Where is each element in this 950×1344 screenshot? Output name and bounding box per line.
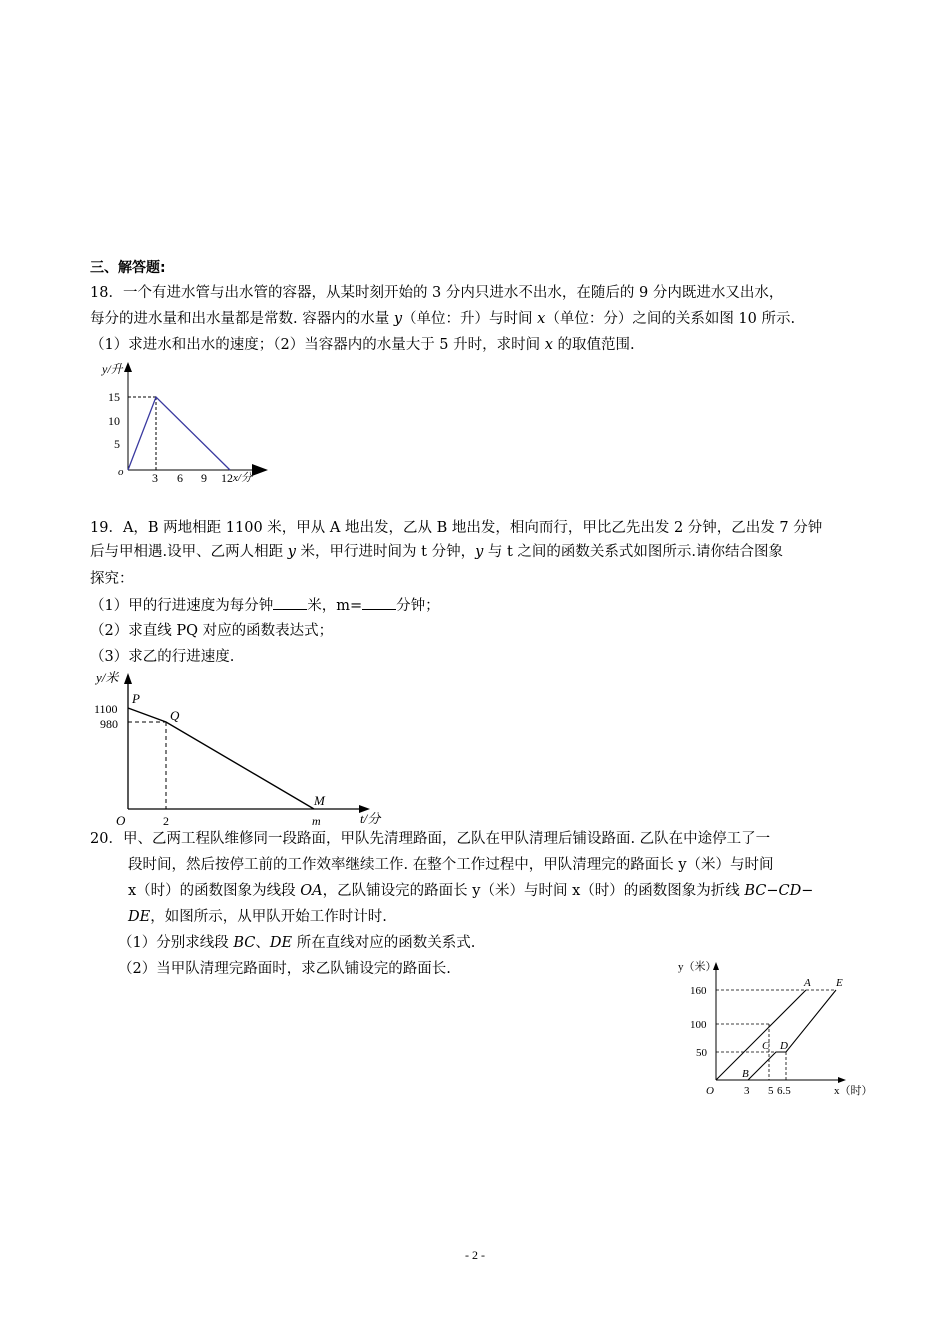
- q19-part1-text-c: 分钟；: [396, 598, 440, 614]
- q19-point-p: P: [132, 691, 140, 706]
- q18-ytick-15: 15: [108, 390, 120, 404]
- q18-line2-text-b: （单位：升）与时间: [402, 311, 538, 327]
- q19-line2-text-a: 后与甲相遇.设甲、乙两人相距: [90, 544, 288, 560]
- q19-y-label: y/米: [96, 670, 119, 685]
- q18-ytick-5: 5: [114, 437, 120, 451]
- q20-xtick-3: 3: [744, 1085, 750, 1097]
- q19-point-q: Q: [170, 708, 180, 723]
- q18-ytick-10: 10: [108, 414, 120, 428]
- q19-line3: 探究：: [90, 571, 134, 587]
- q18-graph-line: [128, 397, 230, 470]
- q20-point-e: E: [836, 977, 843, 989]
- q18-xtick-3: 3: [152, 471, 158, 485]
- q19-ytick-980: 980: [100, 717, 118, 731]
- q20-line4: [128, 907, 387, 927]
- q19-xtick-m: m: [312, 814, 321, 828]
- q18-x-arrow-icon: [252, 464, 268, 476]
- q19-xtick-2: 2: [163, 814, 169, 828]
- q19-part1-text-a: （1）甲的行进速度为每分钟: [90, 598, 274, 614]
- q18-line2-text-a: 每分的进水量和出水量都是常数. 容器内的水量: [90, 311, 394, 327]
- q18-line3-var-x: x: [544, 337, 553, 353]
- q18-var-x: x: [537, 311, 546, 327]
- q20-ytick-160: 160: [690, 985, 707, 997]
- q20-point-c: C: [762, 1040, 770, 1052]
- q20-polyline-bc-cd: BC−CD−: [744, 883, 814, 899]
- q20-part2: （2）当甲队清理完路面时，求乙队铺设完的路面长.: [118, 961, 451, 977]
- q19-origin: O: [116, 813, 126, 828]
- q20-line3-text-a: x（时）的函数图象为线段: [128, 883, 301, 899]
- q19-line2: [90, 542, 783, 562]
- q19-blank-m[interactable]: [362, 595, 396, 610]
- q19-graph-line: [128, 708, 314, 809]
- page-number: - 2 -: [465, 1248, 485, 1262]
- q19-part1: [90, 595, 440, 616]
- q18-chart: [100, 360, 275, 485]
- q19-ytick-1100: 1100: [94, 702, 118, 716]
- q20-line4-text: ，如图所示，从甲队开始工作时计时.: [150, 909, 387, 925]
- q18-y-arrow-icon: [124, 362, 132, 372]
- q19-y-arrow-icon: [124, 673, 132, 684]
- q20-origin: O: [706, 1085, 714, 1097]
- q20-part1-text-a: （1）分别求线段: [118, 935, 234, 951]
- q19-x-label: t/分: [360, 811, 381, 826]
- q20-part1-text-b: 所在直线对应的函数关系式.: [292, 935, 476, 951]
- q20-segment-de: DE: [128, 909, 151, 925]
- q18-line3: [90, 335, 635, 355]
- q18-var-y: y: [393, 311, 403, 327]
- q20-x-arrow-icon: [838, 1077, 846, 1083]
- q20-part1-sep: 、: [255, 935, 270, 951]
- q18-x-label: x/分: [233, 472, 252, 484]
- q19-var-y2: y: [475, 544, 484, 560]
- q20-xtick-6-5: 6.5: [777, 1085, 791, 1097]
- q18-xtick-9: 9: [201, 471, 207, 485]
- q20-chart: [672, 958, 872, 1098]
- q19-line2-text-c: 与 t 之间的函数关系式如图所示.请你结合图象: [483, 544, 784, 560]
- q19-line1: 19．A，B 两地相距 1100 米，甲从 A 地出发，乙从 B 地出发，相向而行，甲比乙先出发 2 分钟，乙出发 7 分钟: [90, 520, 823, 536]
- q20-part1-de: DE: [269, 935, 293, 951]
- q19-var-y: y: [287, 544, 296, 560]
- q19-chart: [92, 665, 382, 830]
- q20-point-b: B: [742, 1068, 749, 1080]
- q19-part3: （3）求乙的行进速度.: [90, 649, 235, 665]
- q18-xtick-6: 6: [177, 471, 183, 485]
- q20-line3: [128, 881, 813, 901]
- q19-point-m: M: [314, 793, 325, 808]
- q19-part2: （2）求直线 PQ 对应的函数表达式；: [90, 623, 334, 639]
- q20-point-a: A: [804, 977, 811, 989]
- q18-line3-text-a: （1）求进水和出水的速度；（2）当容器内的水量大于 5 升时，求时间: [90, 337, 545, 353]
- q19-line2-text-b: 米，甲行进时间为 t 分钟，: [295, 544, 476, 560]
- q20-point-d: D: [780, 1040, 788, 1052]
- q20-part1-bc: BC: [233, 935, 256, 951]
- q18-line2: [90, 309, 795, 329]
- q20-xtick-5: 5: [768, 1085, 774, 1097]
- q18-line2-text-c: （单位：分）之间的关系如图 10 所示.: [545, 311, 796, 327]
- q20-ytick-100: 100: [690, 1019, 707, 1031]
- q19-part1-text-b: 米，m=: [307, 598, 363, 614]
- q20-x-label: x（时）: [834, 1085, 873, 1097]
- q19-blank-speed[interactable]: [273, 595, 307, 610]
- q20-line1: 20．甲、乙两工程队维修同一段路面，甲队先清理路面，乙队在甲队清理后铺设路面. 乙队在中途停工了一: [90, 831, 771, 847]
- q20-segment-oa: OA: [300, 883, 323, 899]
- q20-line3-text-b: ，乙队铺设完的路面长 y（米）与时间 x（时）的函数图象为折线: [322, 883, 745, 899]
- q18-line1: 18．一个有进水管与出水管的容器，从某时刻开始的 3 分内只进水不出水，在随后的 9 分内既进水又出水，: [90, 285, 784, 301]
- q20-y-label: y（米）: [678, 961, 717, 973]
- q18-y-label: y/升: [102, 362, 123, 376]
- q20-ytick-50: 50: [696, 1047, 707, 1059]
- q20-line2: 段时间，然后按停工前的工作效率继续工作. 在整个工作过程中，甲队清理完的路面长 y（米）与时间: [128, 857, 774, 873]
- q18-origin: o: [118, 466, 124, 478]
- section-title: 三、解答题:: [90, 260, 166, 276]
- q18-xtick-12: 12: [221, 471, 233, 485]
- q18-line3-text-b: 的取值范围.: [552, 337, 635, 353]
- q20-part1: [118, 933, 475, 953]
